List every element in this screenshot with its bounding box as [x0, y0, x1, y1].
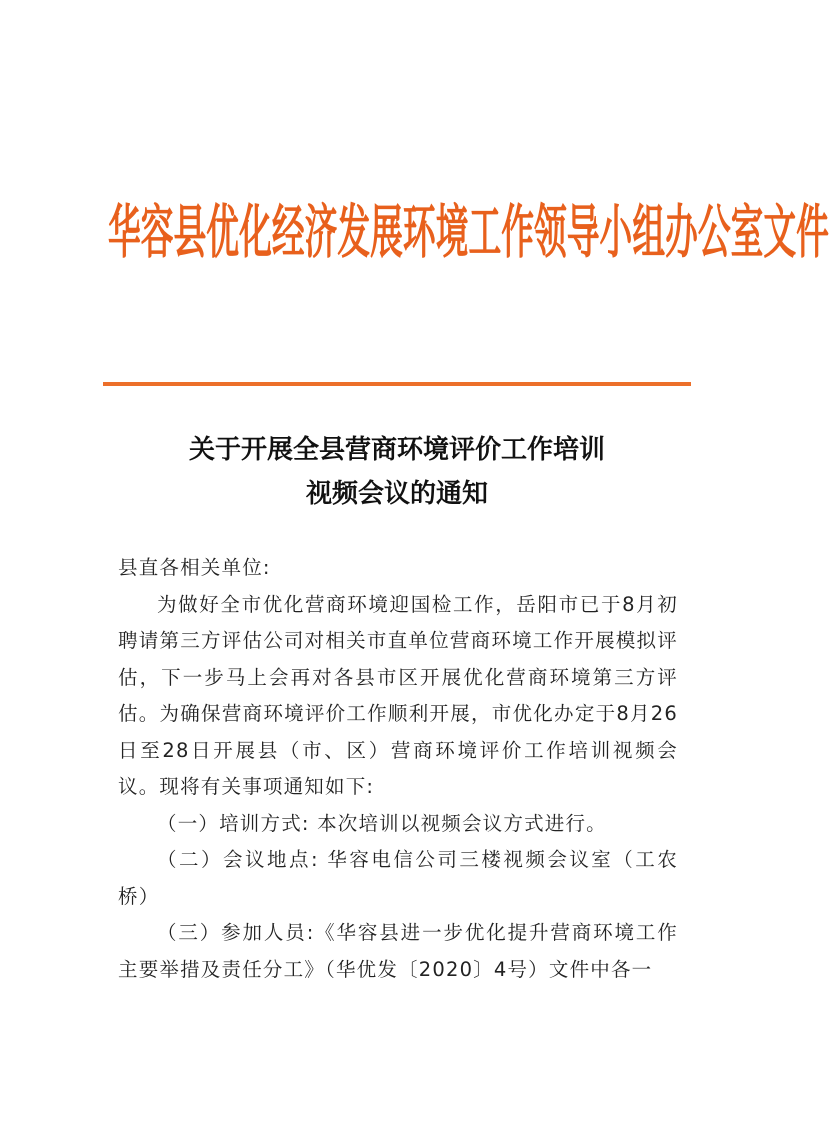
- paragraph-item-3: （三）参加人员:《华容县进一步优化提升营商环境工作主要举措及责任分工》（华优发〔2020〕4号）文件中各一: [118, 921, 678, 981]
- paragraph-item-2: （二）会议地点: 华容电信公司三楼视频会议室（工农桥）: [118, 848, 678, 908]
- document-title: [103, 428, 691, 516]
- title-line-2: 视频会议的通知: [305, 479, 488, 509]
- header-divider: [103, 382, 691, 386]
- document-body: [118, 550, 678, 988]
- paragraph-intro: 为做好全市优化营商环境迎国检工作，岳阳市已于8月初聘请第三方评估公司对相关市直单位营商环境工作开展模拟评估，下一步马上会再对各县市区开展优化营商环境第三方评估。为确保营商环境评价工作顺利开展，市优化办定于8月26日至28日开展县（市、区）营商环境评价工作培训视频会议。现将有关事项通知如下:: [118, 592, 678, 798]
- agency-masthead: 华容县优化经济发展环境工作领导小组办公室文件: [108, 198, 829, 266]
- salutation: 县直各相关单位:: [118, 556, 271, 579]
- title-line-1: 关于开展全县营商环境评价工作培训: [188, 435, 605, 465]
- paragraph-item-1: （一）培训方式: 本次培训以视频会议方式进行。: [157, 811, 607, 835]
